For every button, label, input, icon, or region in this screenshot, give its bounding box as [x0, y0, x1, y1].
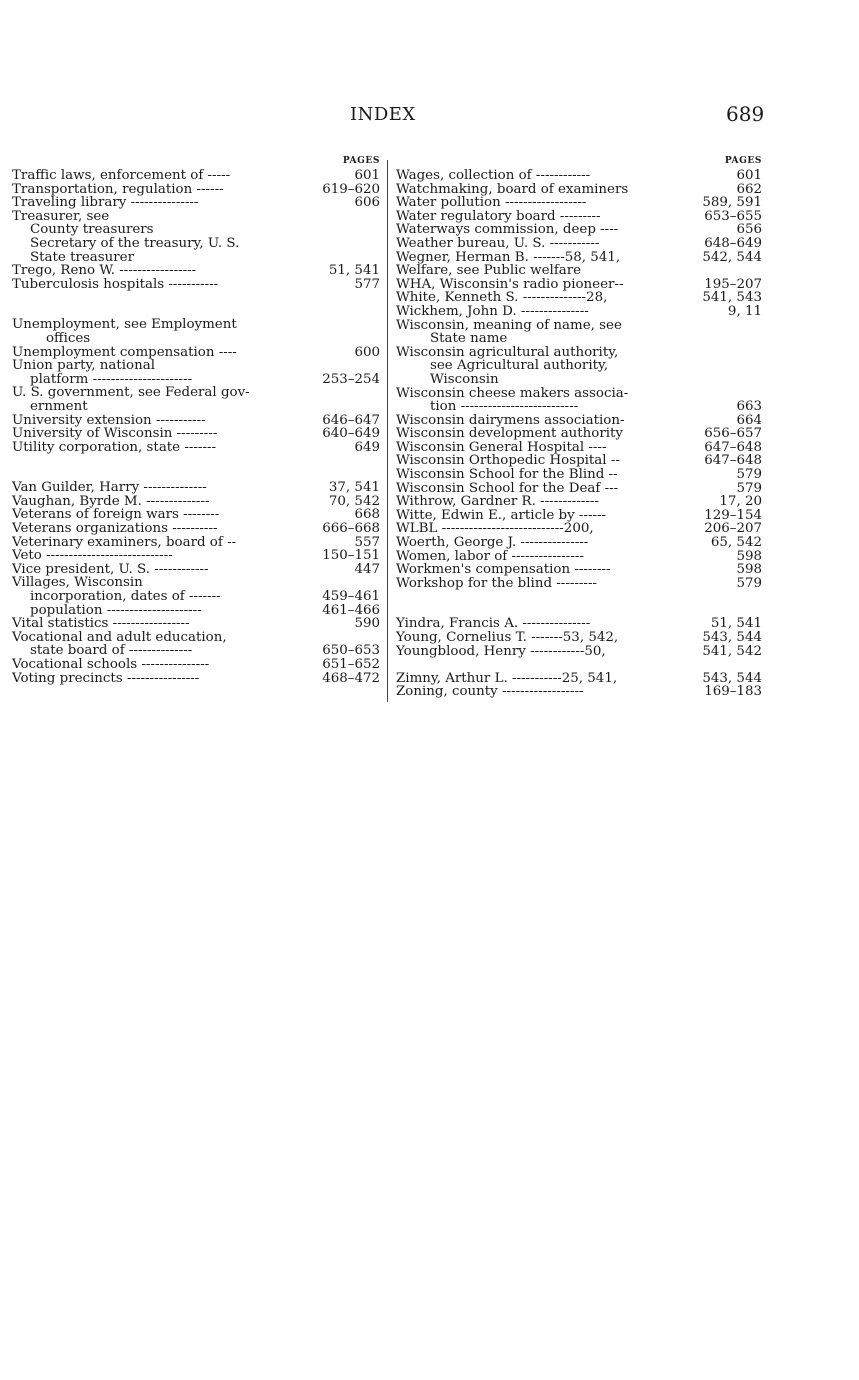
index-term: platform ----------------------: [30, 371, 193, 387]
index-entry-line: [396, 468, 762, 482]
index-term: Vocational schools ---------------: [12, 657, 210, 672]
page-reference: 601: [354, 168, 380, 183]
index-term: Water pollution ------------------: [396, 195, 587, 211]
index-entry-line: [12, 373, 380, 387]
page-reference: 17, 20: [719, 494, 762, 510]
index-entry-line: [12, 576, 380, 590]
index-entry: [396, 685, 762, 699]
index-entry-line: [12, 631, 380, 645]
index-entry-line: [12, 604, 380, 618]
page-reference: 150–151: [322, 548, 380, 564]
index-entry: [396, 264, 762, 278]
index-entry: [396, 237, 762, 251]
index-entry-line: [396, 536, 762, 550]
index-term: Vice president, U. S. ------------: [12, 561, 209, 577]
page-reference: 468–472: [322, 670, 380, 686]
index-term: Tuberculosis hospitals -----------: [12, 276, 219, 292]
index-entry-line: [12, 549, 380, 563]
index-entry-line: [12, 332, 380, 346]
index-entry-line: [12, 644, 380, 658]
index-entry-line: [396, 196, 762, 210]
index-entry-line: [396, 672, 762, 686]
index-entry-line: [12, 183, 380, 197]
index-entry-line: [396, 427, 762, 441]
index-term: Watchmaking, board of examiners: [396, 181, 629, 197]
index-term: Van Guilder, Harry --------------: [12, 480, 207, 496]
index-entry: [396, 617, 762, 631]
index-entry-line: [12, 672, 380, 686]
index-entry-line: [396, 183, 762, 197]
page-reference: 461–466: [322, 602, 380, 618]
index-entry-line: [12, 359, 380, 373]
page-reference: 543, 544: [702, 670, 762, 686]
index-entry-line: [396, 685, 762, 699]
index-entry: [396, 291, 762, 305]
index-entry: [12, 237, 380, 251]
index-term: University of Wisconsin ---------: [12, 426, 218, 442]
index-term: White, Kenneth S. --------------28,: [396, 290, 608, 306]
index-entry: [396, 468, 762, 482]
index-entry-line: [12, 617, 380, 631]
index-entry: [396, 563, 762, 577]
page-reference: 649: [354, 439, 380, 455]
page-reference: 541, 542: [702, 643, 762, 659]
index-entry: [396, 482, 762, 496]
index-term: population ---------------------: [30, 602, 202, 618]
index-term: Villages, Wisconsin: [12, 575, 143, 591]
index-entry: [12, 658, 380, 672]
page-reference: 601: [736, 168, 762, 183]
page-reference: 647–648: [704, 453, 762, 469]
index-entry-line: [12, 278, 380, 292]
page-reference: 541, 543: [702, 290, 762, 306]
page-reference: 579: [736, 575, 762, 591]
index-term: Secretary of the treasury, U. S.: [30, 235, 240, 251]
page-reference: 70, 542: [328, 493, 380, 509]
section-gap: [396, 590, 762, 617]
page-reference: 656–657: [704, 426, 762, 442]
page-reference: 459–461: [322, 589, 380, 605]
index-entry-line: [396, 332, 762, 346]
index-entry-line: [12, 522, 380, 536]
index-term: Wegner, Herman B. -------58, 541,: [396, 249, 621, 265]
index-entry-line: [396, 237, 762, 251]
index-term: Women, labor of ----------------: [396, 548, 584, 564]
index-entry: [12, 481, 380, 495]
index-entry: [12, 672, 380, 686]
index-entry-line: [12, 251, 380, 265]
index-term: Unemployment, see Employment: [12, 317, 237, 333]
pages-column-header: PAGES: [342, 156, 380, 166]
index-entry-line: [396, 400, 762, 414]
index-entry: [12, 183, 380, 197]
index-entry-line: [396, 617, 762, 631]
section-gap: [12, 291, 380, 318]
page-number: 689: [726, 102, 765, 126]
index-entry: [12, 549, 380, 563]
index-entry: [12, 427, 380, 441]
index-term: Water regulatory board ---------: [396, 208, 601, 224]
page-reference: 51, 541: [710, 616, 762, 632]
index-term: Wisconsin General Hospital ----: [396, 439, 607, 455]
index-entry: [396, 577, 762, 591]
page-reference: 206–207: [704, 521, 762, 537]
index-term: Wisconsin development authority: [396, 426, 623, 442]
index-entry: [396, 223, 762, 237]
index-entry-line: [12, 400, 380, 414]
index-entry-line: [396, 373, 762, 387]
index-entry-line: [396, 522, 762, 536]
index-term: State treasurer: [30, 249, 135, 265]
index-entry-line: [396, 563, 762, 577]
index-term: WHA, Wisconsin's radio pioneer--: [396, 276, 624, 292]
index-entry: [396, 441, 762, 455]
page-reference: 590: [354, 616, 380, 632]
index-entry: [396, 454, 762, 468]
index-term: Voting precincts ----------------: [12, 670, 200, 686]
index-term: Veto ----------------------------: [12, 548, 173, 564]
index-entry-line: [396, 169, 762, 183]
index-entry: [396, 319, 762, 346]
index-term: Workshop for the blind ---------: [396, 575, 597, 591]
pages-column-header: PAGES: [724, 156, 762, 166]
index-entry: [12, 223, 380, 237]
page-reference: 579: [736, 467, 762, 483]
index-entry: [396, 414, 762, 428]
page-reference: 557: [354, 534, 380, 550]
index-term: University extension -----------: [12, 412, 206, 428]
index-entry: [396, 346, 762, 387]
index-term: Traveling library ---------------: [12, 195, 199, 211]
index-entry-line: [12, 536, 380, 550]
page-reference: 640–649: [322, 426, 380, 442]
index-entry: [396, 495, 762, 509]
index-entry-line: [396, 319, 762, 333]
page-reference: 663: [736, 399, 762, 415]
index-term: Zimny, Arthur L. -----------25, 541,: [396, 670, 618, 686]
index-term: Traffic laws, enforcement of -----: [12, 168, 231, 183]
index-term: Wisconsin School for the Blind --: [396, 467, 618, 483]
index-term: Welfare, see Public welfare: [396, 263, 582, 279]
index-entry: [12, 617, 380, 631]
index-entry: [396, 631, 762, 645]
index-entry: [396, 183, 762, 197]
page-reference: 542, 544: [702, 249, 762, 265]
page-reference: 666–668: [322, 521, 380, 537]
index-entry: [396, 672, 762, 686]
index-entry: [12, 196, 380, 210]
index-term: tion --------------------------: [430, 399, 579, 415]
index-term: Veterinary examiners, board of --: [12, 534, 237, 550]
index-entry-line: [396, 454, 762, 468]
index-term: Waterways commission, deep ----: [396, 222, 619, 238]
index-entry-line: [396, 495, 762, 509]
index-entry-line: [396, 264, 762, 278]
index-term: Withrow, Gardner R. -------------: [396, 494, 599, 510]
index-term: Wisconsin: [430, 371, 499, 387]
index-term: Wickhem, John D. ---------------: [396, 303, 589, 319]
index-entry-line: [396, 359, 762, 373]
page-reference: 668: [354, 507, 380, 523]
page-reference: 650–653: [322, 643, 380, 659]
index-entry: [396, 196, 762, 210]
index-term: County treasurers: [30, 222, 154, 238]
index-entry-line: [12, 658, 380, 672]
index-term: Young, Cornelius T. -------53, 542,: [396, 630, 619, 645]
index-entry: [396, 550, 762, 564]
page-reference: 646–647: [322, 412, 380, 428]
index-entry-line: [12, 508, 380, 522]
index-entry-line: [396, 645, 762, 659]
page-reference: 598: [736, 562, 762, 578]
index-term: Vaughan, Byrde M. --------------: [12, 493, 210, 509]
index-entry: [12, 441, 380, 455]
index-term: Treasurer, see: [12, 208, 110, 224]
index-term: Witte, Edwin E., article by ------: [396, 507, 607, 523]
page-title: INDEX: [350, 104, 416, 125]
index-entry: [12, 563, 380, 577]
index-entry: [12, 536, 380, 550]
page-reference: 37, 541: [328, 480, 380, 496]
page-reference: 129–154: [704, 507, 762, 523]
page-reference: 589, 591: [702, 195, 762, 211]
section-gap: [12, 454, 380, 481]
index-term: Wisconsin Orthopedic Hospital --: [396, 453, 620, 469]
index-entry-line: [396, 346, 762, 360]
page-reference: 656: [736, 222, 762, 238]
index-term: Transportation, regulation ------: [12, 181, 224, 197]
index-term: Vital statistics -----------------: [12, 616, 190, 632]
page-header: [0, 104, 859, 130]
index-column-right: [396, 156, 762, 699]
index-entry: [12, 495, 380, 509]
page-reference: 543, 544: [702, 630, 762, 645]
page-reference: 195–207: [704, 276, 762, 292]
index-term: Wisconsin dairymens association-: [396, 412, 625, 428]
page-reference: 653–655: [704, 208, 762, 224]
index-entry: [12, 264, 380, 278]
index-entry: [12, 508, 380, 522]
index-entry: [12, 631, 380, 658]
index-entry: [396, 645, 762, 659]
index-entry-line: [12, 346, 380, 360]
page-reference: 65, 542: [710, 535, 762, 551]
index-entry-line: [12, 481, 380, 495]
column-divider: [387, 160, 388, 702]
index-term: Wisconsin agricultural authority,: [396, 344, 619, 360]
index-term: state board of --------------: [30, 643, 193, 659]
index-term: Wisconsin School for the Deaf ---: [396, 480, 619, 496]
index-entry-line: [12, 264, 380, 278]
index-entry-line: [12, 563, 380, 577]
index-entry-line: [12, 237, 380, 251]
page-reference: 648–649: [704, 235, 762, 251]
index-entry: [396, 387, 762, 414]
index-entry: [12, 210, 380, 224]
index-entry: [396, 251, 762, 265]
page-reference: 598: [736, 548, 762, 564]
index-entry: [396, 278, 762, 292]
index-term: ernment: [30, 398, 88, 414]
index-entry: [396, 509, 762, 523]
index-term: State name: [430, 331, 508, 347]
index-entry: [12, 590, 380, 604]
page-reference: 253–254: [322, 371, 380, 387]
page-reference: 662: [736, 181, 762, 197]
index-term: Vocational and adult education,: [12, 629, 227, 645]
index-entry-line: [396, 210, 762, 224]
index-entry-line: [396, 441, 762, 455]
index-term: see Agricultural authority,: [430, 358, 609, 374]
index-entry: [12, 251, 380, 265]
index-entry-line: [396, 414, 762, 428]
index-entry: [396, 210, 762, 224]
index-entry: [396, 536, 762, 550]
index-term: Youngblood, Henry ------------50,: [396, 643, 606, 659]
index-entry: [12, 522, 380, 536]
index-entry: [12, 346, 380, 360]
index-entry: [12, 604, 380, 618]
index-term: Wages, collection of ------------: [396, 168, 591, 183]
index-entry-line: [396, 251, 762, 265]
page-reference: 51, 541: [328, 263, 380, 279]
page-reference: 651–652: [322, 657, 380, 672]
index-entry: [12, 278, 380, 292]
index-entry: [12, 318, 380, 345]
index-term: Wisconsin, meaning of name, see: [396, 317, 622, 333]
index-column-left: [12, 156, 380, 685]
page-reference: 169–183: [704, 684, 762, 700]
index-entry-line: [396, 291, 762, 305]
index-entry-line: [12, 495, 380, 509]
index-entry: [396, 522, 762, 536]
page-reference: 606: [354, 195, 380, 211]
index-term: Yindra, Francis A. ---------------: [396, 616, 591, 632]
index-term: Zoning, county ------------------: [396, 684, 584, 700]
page-reference: 579: [736, 480, 762, 496]
index-entry: [12, 359, 380, 386]
index-entry: [12, 169, 380, 183]
index-term: Workmen's compensation --------: [396, 562, 611, 578]
index-entry-line: [12, 427, 380, 441]
index-entry-line: [396, 482, 762, 496]
index-term: Utility corporation, state -------: [12, 439, 217, 455]
index-term: Veterans of foreign wars --------: [12, 507, 220, 523]
index-term: incorporation, dates of -------: [30, 589, 221, 605]
page-reference: 577: [354, 276, 380, 292]
page-reference: 447: [354, 561, 380, 577]
index-term: Weather bureau, U. S. -----------: [396, 235, 600, 251]
index-term: Veterans organizations ----------: [12, 521, 218, 537]
section-gap: [396, 658, 762, 672]
index-entry-line: [12, 441, 380, 455]
index-entry-line: [396, 509, 762, 523]
index-entry-line: [396, 577, 762, 591]
index-term: U. S. government, see Federal gov-: [12, 385, 250, 401]
index-term: Trego, Reno W. -----------------: [12, 263, 197, 279]
page-reference: 619–620: [322, 181, 380, 197]
page-reference: 664: [736, 412, 762, 428]
page-reference: 647–648: [704, 439, 762, 455]
index-entry: [12, 386, 380, 413]
index-entry-line: [12, 590, 380, 604]
index-entry: [12, 576, 380, 590]
index-entry-line: [12, 210, 380, 224]
index-term: Unemployment compensation ----: [12, 344, 237, 360]
index-term: WLBL ---------------------------200,: [396, 521, 594, 537]
index-entry-line: [12, 223, 380, 237]
page-reference: 9, 11: [727, 303, 762, 319]
index-entry-line: [396, 278, 762, 292]
index-term: offices: [46, 330, 91, 346]
index-term: Woerth, George J. ---------------: [396, 535, 589, 551]
index-entry-line: [12, 386, 380, 400]
index-entry-line: [12, 196, 380, 210]
index-term: Union party, national: [12, 358, 155, 374]
index-entry: [12, 414, 380, 428]
index-entry-line: [396, 550, 762, 564]
index-entry-line: [12, 169, 380, 183]
index-entry: [396, 427, 762, 441]
index-entry-line: [396, 223, 762, 237]
index-entry-line: [12, 318, 380, 332]
index-entry-line: [12, 414, 380, 428]
index-entry: [396, 305, 762, 319]
index-term: Wisconsin cheese makers associa-: [396, 385, 629, 401]
index-entry: [396, 169, 762, 183]
index-entry-line: [396, 631, 762, 645]
page-reference: 600: [354, 344, 380, 360]
index-entry-line: [396, 305, 762, 319]
index-entry-line: [396, 387, 762, 401]
